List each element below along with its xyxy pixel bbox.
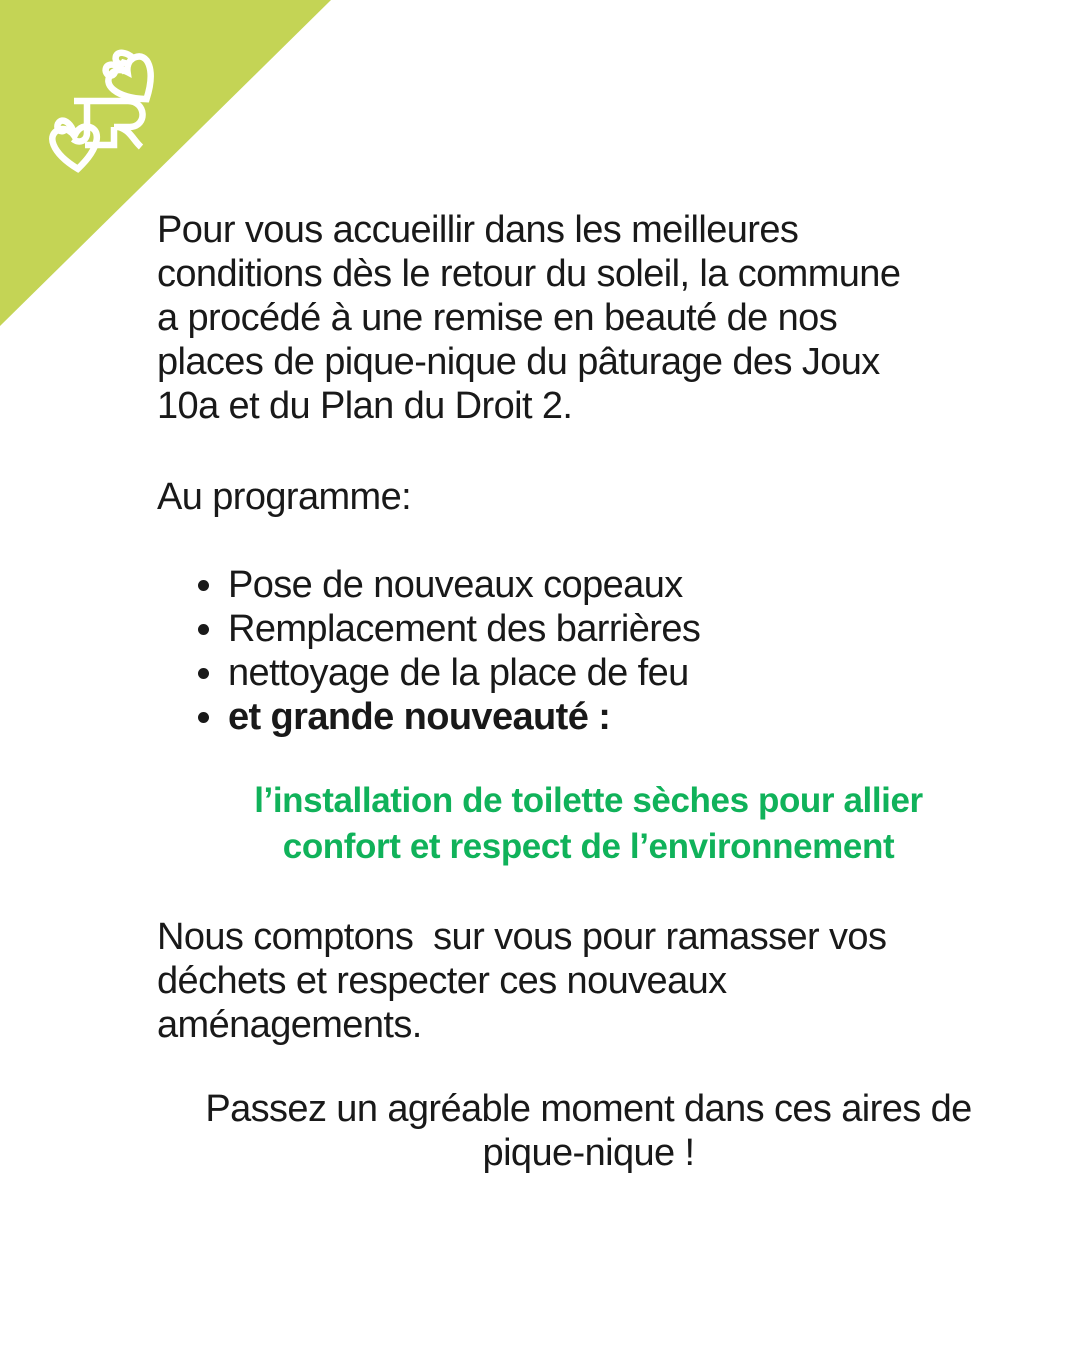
list-item [157,563,1020,607]
list-item [157,607,1020,651]
announcement-text [157,208,1020,1175]
intro-line: 10a et du Plan du Droit 2. [157,385,573,427]
outro-paragraph [157,915,1020,1047]
program-list [157,563,1020,739]
intro-line: Pour vous accueillir dans les meilleures [157,209,799,251]
outro-line: Nous comptons sur vous pour ramasser vos [157,916,887,958]
highlight-line: confort et respect de l’environnement [282,827,895,866]
intro-line: places de pique-nique du pâturage des Joux [157,341,880,383]
highlight-line: l’installation de toilette sèches pour allier [254,781,923,820]
bullet-icon [198,712,209,723]
closing-line: Passez un agréable moment dans ces aires de [205,1088,972,1130]
list-item-label: Remplacement des barrières [228,608,701,650]
highlight-heading [157,778,1020,870]
intro-paragraph [157,208,1020,428]
outro-line: aménagements. [157,1004,422,1046]
list-item-label: Pose de nouveaux copeaux [228,564,683,606]
list-item-label: et grande nouveauté : [228,696,611,738]
outro-line: déchets et respecter ces nouveaux [157,960,727,1002]
list-item-label: nettoyage de la place de feu [228,652,689,694]
closing-paragraph [157,1087,1020,1175]
intro-line: a procédé à une remise en beauté de nos [157,297,838,339]
intro-line: conditions dès le retour du soleil, la commune [157,253,901,295]
bullet-icon [198,580,209,591]
list-item [157,651,1020,695]
bullet-icon [198,624,209,635]
bullet-icon [198,668,209,679]
list-item [157,695,1020,739]
closing-line: pique-nique ! [482,1132,695,1174]
program-heading: Au programme: [157,476,412,518]
